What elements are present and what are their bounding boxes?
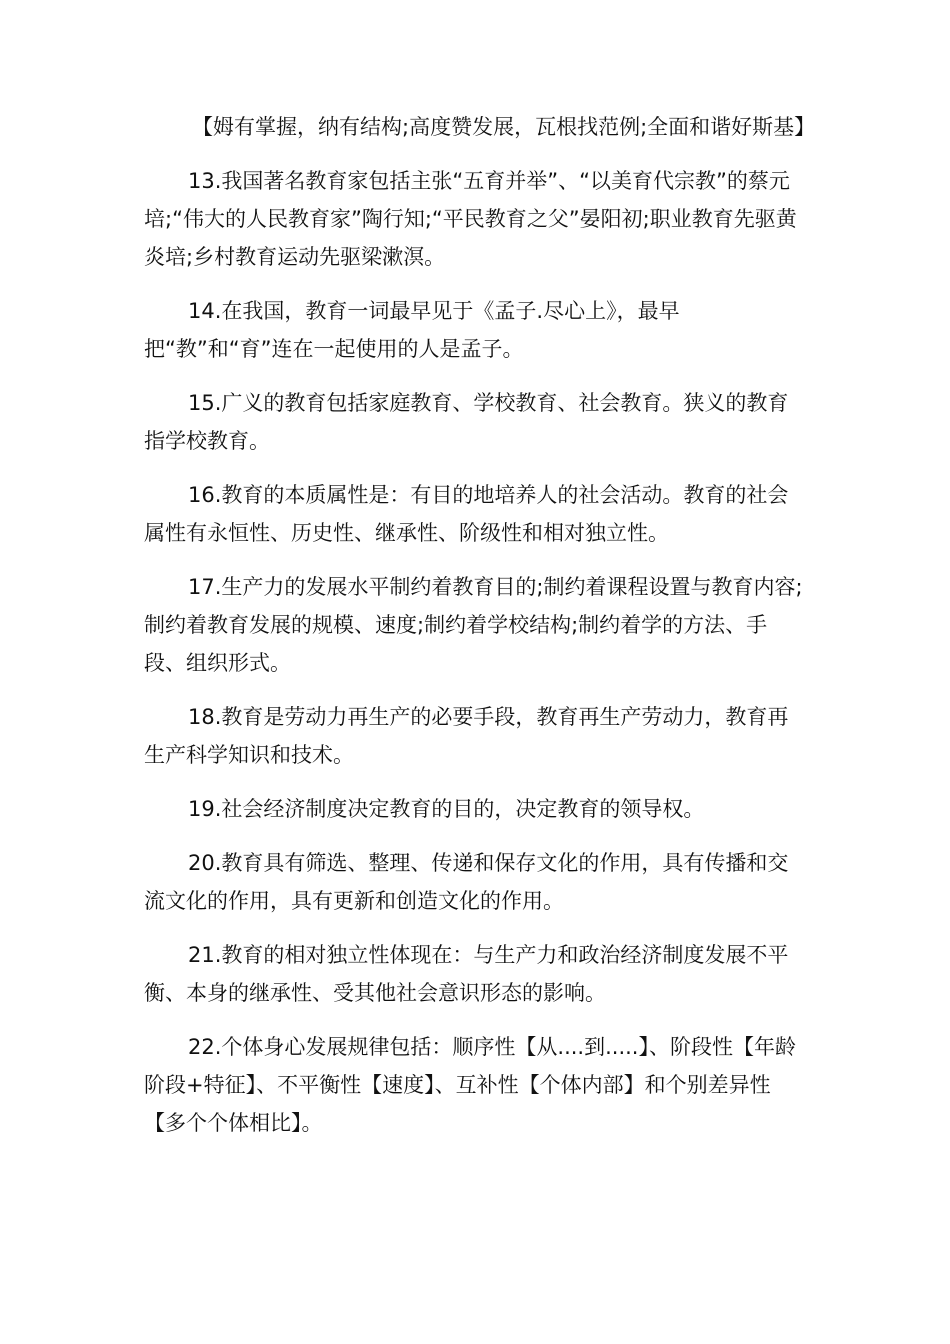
paragraph-mnemonic: 【姆有掌握，纳有结构;高度赞发展，瓦根找范例;全面和谐好斯基】	[192, 115, 816, 139]
paragraph-20: 20.教育具有筛选、整理、传递和保存文化的作用，具有传播和交流文化的作用，具有更新和创造文化的作用。	[144, 851, 789, 913]
document-body	[144, 108, 816, 1158]
paragraph-22: 22.个体身心发展规律包括：顺序性【从....到.....】、阶段性【年龄阶段+特征】、不平衡性【速度】、互补性【个体内部】和个别差异性【多个个体相比】。	[144, 1035, 796, 1135]
paragraph-21: 21.教育的相对独立性体现在：与生产力和政治经济制度发展不平衡、本身的继承性、受其他社会意识形态的影响。	[144, 943, 789, 1005]
paragraph-14: 14.在我国，教育一词最早见于《孟子.尽心上》，最早把“教”和“育”连在一起使用的人是孟子。	[144, 299, 680, 361]
paragraph-15: 15.广义的教育包括家庭教育、学校教育、社会教育。狭义的教育指学校教育。	[144, 391, 789, 453]
paragraph-16: 16.教育的本质属性是：有目的地培养人的社会活动。教育的社会属性有永恒性、历史性、继承性、阶级性和相对独立性。	[144, 483, 789, 545]
paragraph-19: 19.社会经济制度决定教育的目的，决定教育的领导权。	[188, 797, 705, 821]
paragraph-18: 18.教育是劳动力再生产的必要手段，教育再生产劳动力，教育再生产科学知识和技术。	[144, 705, 789, 767]
paragraph-17: 17.生产力的发展水平制约着教育目的;制约着课程设置与教育内容;制约着教育发展的规模、速度;制约着学校结构;制约着学的方法、手段、组织形式。	[144, 575, 803, 675]
paragraph-13: 13.我国著名教育家包括主张“五育并举”、“以美育代宗教”的蔡元培;“伟大的人民教育家”陶行知;“平民教育之父”晏阳初;职业教育先驱黄炎培;乡村教育运动先驱梁漱溟。	[144, 169, 797, 269]
